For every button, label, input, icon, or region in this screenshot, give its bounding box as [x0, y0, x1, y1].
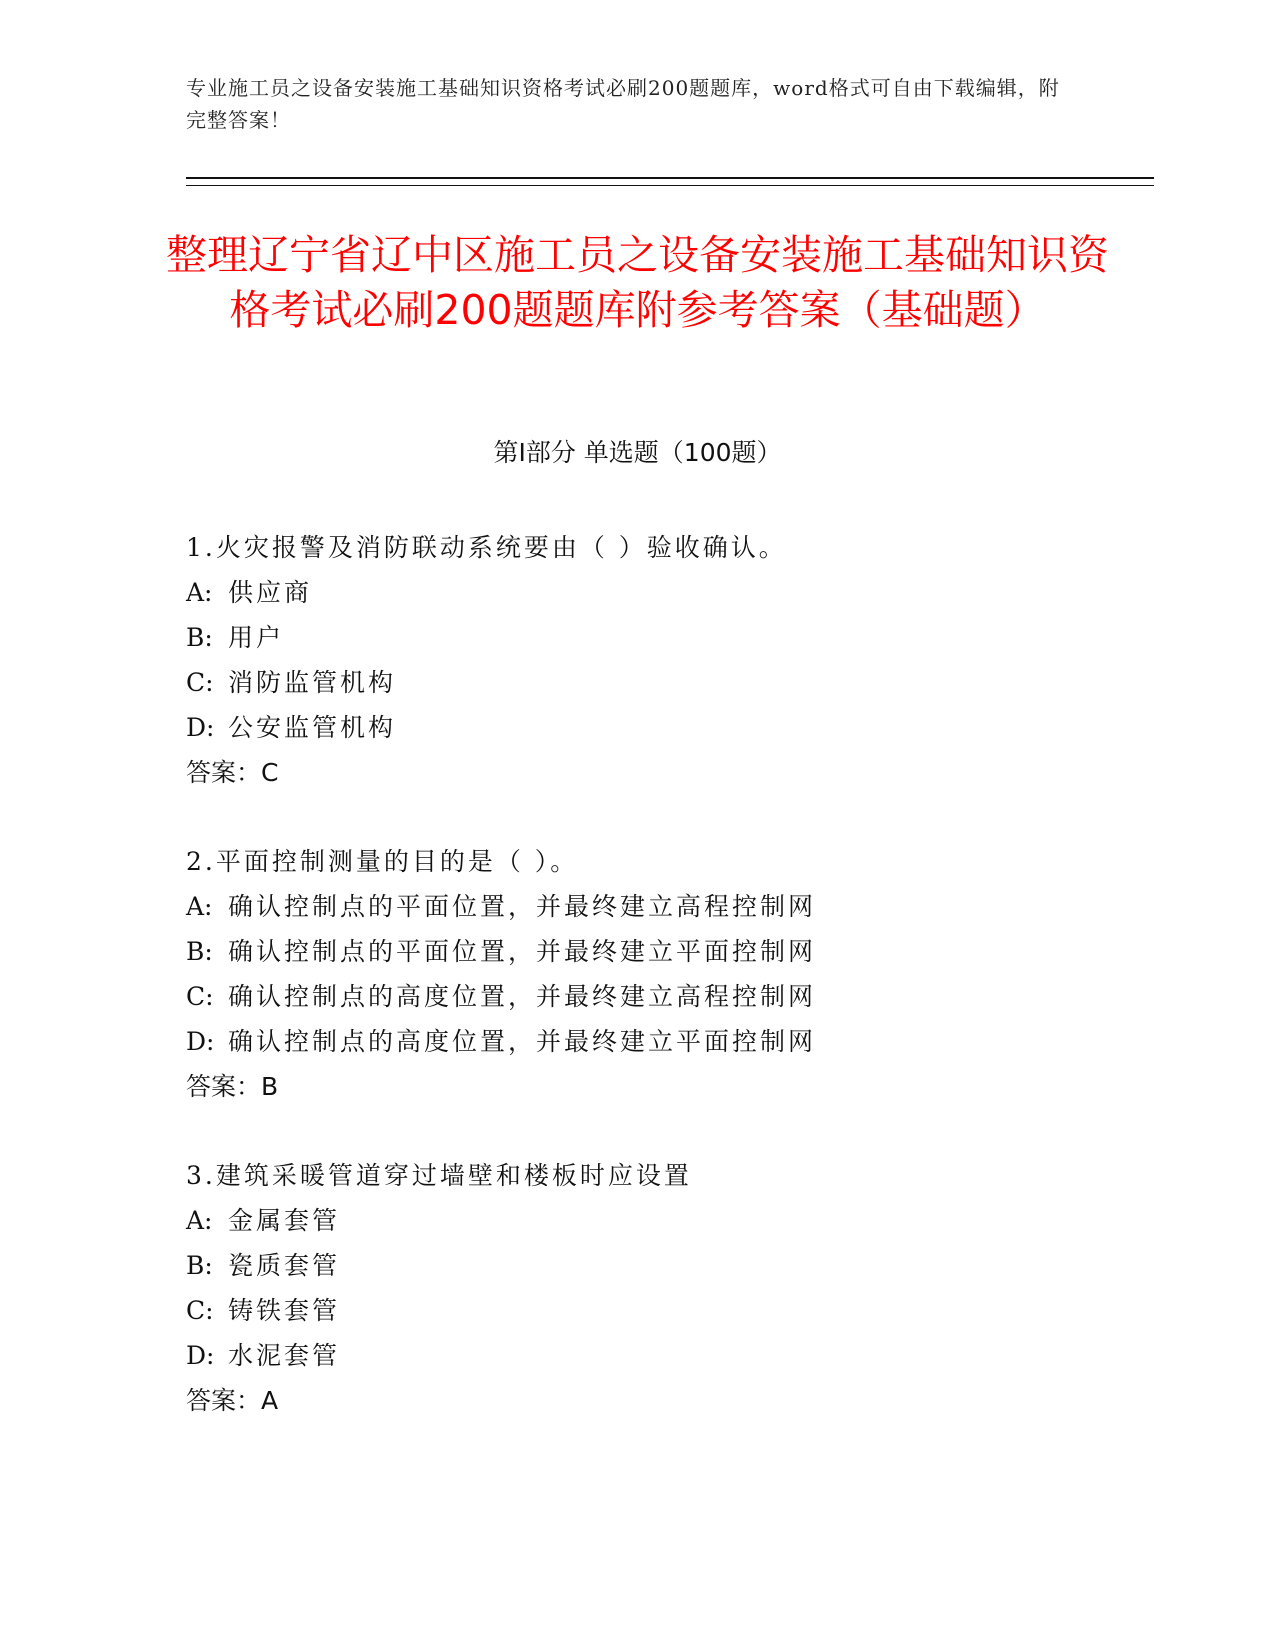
question-2 [186, 839, 1086, 1109]
option-key: D: [186, 1027, 215, 1056]
option-text: 公安监管机构 [228, 713, 397, 742]
question-stem: 3.建筑采暖管道穿过墙壁和楼板时应设置 [186, 1161, 692, 1190]
section-heading: 第Ⅰ部分 单选题（100题） [493, 438, 782, 467]
option-text: 消防监管机构 [228, 668, 397, 697]
answer-line: 答案：B [186, 1072, 279, 1101]
option-key: C: [186, 1296, 214, 1325]
option-text: 铸铁套管 [228, 1296, 341, 1325]
option-key: B: [186, 937, 213, 966]
option-d [186, 1333, 1086, 1378]
option-d [186, 1019, 1086, 1064]
option-key: C: [186, 982, 214, 1011]
option-b [186, 615, 1086, 660]
header-note: 专业施工员之设备安装施工基础知识资格考试必刷200题题库，word格式可自由下载编辑，附完整答案！ [186, 76, 1060, 132]
document-title: 整理辽宁省辽中区施工员之设备安装施工基础知识资格考试必刷200题题库附参考答案（基础题） [166, 231, 1109, 334]
option-text: 确认控制点的高度位置，并最终建立高程控制网 [228, 982, 817, 1011]
option-key: A: [186, 892, 213, 921]
question-3 [186, 1153, 1086, 1423]
option-key: B: [186, 623, 213, 652]
option-d [186, 705, 1086, 750]
option-text: 确认控制点的平面位置，并最终建立高程控制网 [228, 892, 817, 921]
option-c [186, 660, 1086, 705]
option-c [186, 974, 1086, 1019]
question-list [186, 525, 1086, 1467]
option-text: 瓷质套管 [228, 1251, 341, 1280]
option-a [186, 884, 1086, 929]
option-key: A: [186, 1206, 213, 1235]
option-text: 确认控制点的高度位置，并最终建立平面控制网 [228, 1027, 817, 1056]
question-stem: 1.火灾报警及消防联动系统要由（ ）验收确认。 [186, 533, 787, 562]
option-b [186, 1243, 1086, 1288]
option-text: 用户 [228, 623, 285, 652]
option-a [186, 570, 1086, 615]
option-key: A: [186, 578, 213, 607]
question-1 [186, 525, 1086, 795]
option-a [186, 1198, 1086, 1243]
option-text: 确认控制点的平面位置，并最终建立平面控制网 [228, 937, 817, 966]
option-c [186, 1288, 1086, 1333]
header-rule-thick [186, 177, 1154, 179]
option-key: B: [186, 1251, 213, 1280]
answer-line: 答案：C [186, 758, 279, 787]
option-b [186, 929, 1086, 974]
option-key: D: [186, 713, 215, 742]
option-text: 金属套管 [228, 1206, 341, 1235]
question-stem: 2.平面控制测量的目的是（ ）。 [186, 847, 579, 876]
option-text: 供应商 [228, 578, 313, 607]
option-key: C: [186, 668, 214, 697]
header-rule-thin [186, 185, 1154, 186]
option-text: 水泥套管 [228, 1341, 341, 1370]
option-key: D: [186, 1341, 215, 1370]
answer-line: 答案：A [186, 1386, 279, 1415]
